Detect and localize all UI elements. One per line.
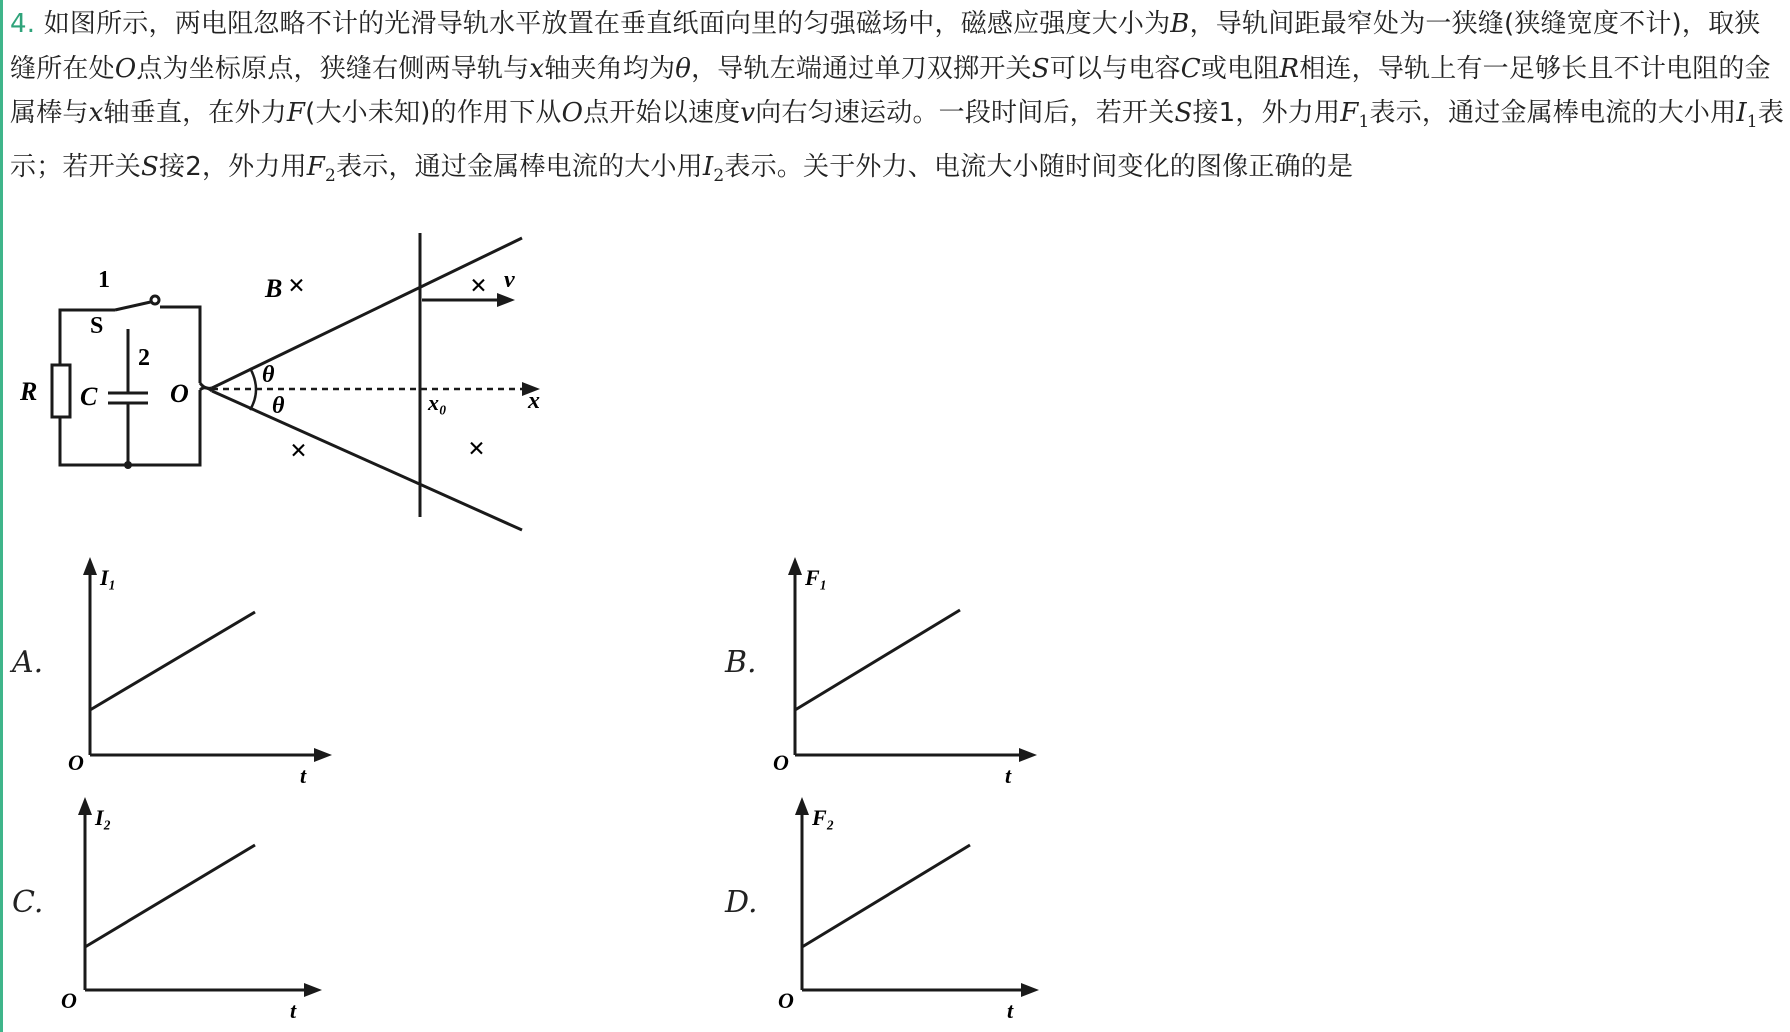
symbol-I2-sub: 2: [713, 165, 725, 186]
circuit-wire: [160, 307, 200, 383]
label-S: S: [90, 313, 104, 339]
question-number: 4.: [10, 9, 36, 39]
t-axis-arrowhead: [314, 748, 332, 762]
y-axis-arrowhead: [83, 557, 97, 575]
question-stem-part: 表示。关于外力、电流大小随时间变化的图像正确的是: [724, 151, 1354, 182]
question-stem-part: 轴垂直，在外力: [103, 98, 287, 128]
y-axis-arrowhead: [795, 797, 809, 815]
question-stem-part: 表示，通过金属棒电流的大小用: [336, 151, 703, 182]
question-stem-part: 点为坐标原点，狭缝右侧两导轨与: [136, 53, 530, 84]
label-theta-upper: θ: [262, 362, 275, 388]
symbol-x: x: [529, 53, 545, 84]
symbol-I2: [702, 151, 725, 186]
question-stem-part: 相连，导轨上有一足够长且不计电阻的金属棒与: [10, 53, 1771, 128]
circuit-diagram: [0, 225, 560, 545]
label-C: C: [80, 382, 98, 411]
question-stem-part: 点开始以速度: [583, 98, 741, 128]
option-c-letter[interactable]: C.: [12, 885, 44, 920]
y-axis-label: I₂: [95, 805, 112, 830]
t-axis-label: t: [1007, 998, 1014, 1023]
symbol-theta: θ: [675, 53, 692, 84]
field-cross: ×: [290, 434, 308, 467]
origin-label: O: [773, 750, 789, 775]
y-axis-arrowhead: [788, 557, 802, 575]
symbol-F1-sub: 1: [1358, 112, 1370, 132]
symbol-S: S: [141, 151, 160, 182]
label-x-axis: x: [528, 388, 540, 414]
label-origin-O: O: [170, 379, 189, 408]
question-stem-part: 向右匀速运动。一段时间后，若开关: [755, 98, 1175, 128]
capacitor-junction: [124, 461, 132, 469]
graph-line: [90, 612, 255, 710]
question-stem-part: 轴夹角均为: [544, 53, 676, 84]
origin-label: O: [778, 988, 794, 1013]
symbol-F2: [306, 151, 337, 186]
upper-rail: [212, 238, 522, 388]
option-c-graph[interactable]: [55, 795, 335, 1025]
symbol-F2-sub: 2: [325, 165, 337, 186]
symbol-F: F: [286, 98, 306, 128]
option-a-letter[interactable]: A.: [12, 645, 44, 680]
question-stem-part: 接1，外力用: [1192, 98, 1341, 128]
symbol-B: B: [1170, 9, 1190, 39]
question-stem-part: 表示；若开关: [10, 98, 1785, 182]
symbol-I2-base: I: [702, 151, 714, 182]
label-switch-1: 1: [98, 267, 110, 293]
option-a-graph[interactable]: [60, 555, 340, 785]
label-R: R: [20, 377, 38, 406]
option-b-graph[interactable]: [765, 555, 1045, 785]
question-stem-part: 或电阻: [1200, 53, 1280, 84]
symbol-I1-base: I: [1736, 98, 1747, 128]
t-axis-label: t: [290, 998, 297, 1023]
field-cross: ×: [470, 269, 488, 302]
field-cross: ×: [288, 269, 306, 302]
velocity-arrowhead: [497, 293, 515, 307]
symbol-F1: [1340, 98, 1370, 132]
y-axis-arrowhead: [78, 797, 92, 815]
y-axis-label: F₂: [812, 805, 835, 830]
label-switch-2: 2: [138, 345, 150, 371]
origin-label: O: [61, 988, 77, 1013]
question-stem-part: 可以与电容: [1049, 53, 1181, 84]
label-B: B: [265, 274, 283, 303]
option-d-graph[interactable]: [772, 795, 1052, 1025]
symbol-O: O: [561, 98, 584, 128]
symbol-O: O: [114, 53, 137, 84]
t-axis-arrowhead: [1019, 748, 1037, 762]
label-v: v: [504, 267, 515, 293]
question-stem-part: 表示，通过金属棒电流的大小用: [1369, 98, 1737, 128]
field-cross: ×: [468, 432, 486, 465]
symbol-S: S: [1174, 98, 1193, 128]
t-axis-arrowhead: [1021, 983, 1039, 997]
t-axis-label: t: [1005, 763, 1012, 785]
option-b-letter[interactable]: B.: [725, 645, 757, 680]
question-stem-part: 如图所示，两电阻忽略不计的光滑导轨水平放置在垂直纸面向里的匀强磁场中，磁感应强度大小为: [43, 9, 1171, 39]
origin-label: O: [68, 750, 84, 775]
question-stem-part: 接2，外力用: [159, 151, 307, 182]
question-stem-part: ，导轨间距最窄处为一狭缝(狭缝宽度不计)，取狭缝所在处: [10, 9, 1761, 84]
question-stem-part: (大小未知)的作用下从: [305, 98, 562, 128]
switch-contact-1: [151, 296, 159, 304]
graph-line: [795, 610, 960, 710]
symbol-C: C: [1180, 53, 1201, 84]
question-stem-part: ，导轨左端通过单刀双掷开关: [691, 53, 1032, 84]
symbol-F2-base: F: [306, 151, 326, 182]
rail-gap-wire: [200, 388, 212, 391]
symbol-x: x: [88, 98, 104, 128]
question-text: [10, 2, 1785, 198]
label-x0: x₀: [428, 390, 447, 415]
t-axis-arrowhead: [304, 983, 322, 997]
label-theta-lower: θ: [272, 393, 285, 419]
symbol-I1-sub: 1: [1746, 112, 1758, 132]
y-axis-label: F₁: [805, 565, 828, 590]
option-d-letter[interactable]: D.: [725, 885, 758, 920]
t-axis-label: t: [300, 763, 307, 785]
symbol-S: S: [1031, 53, 1050, 84]
symbol-v: v: [740, 98, 756, 128]
symbol-R: R: [1279, 53, 1300, 84]
resistor: [52, 365, 70, 417]
symbol-F1-base: F: [1340, 98, 1359, 128]
graph-line: [802, 845, 970, 947]
y-axis-label: I₁: [100, 565, 117, 590]
graph-line: [85, 845, 255, 947]
symbol-I1: [1736, 98, 1758, 132]
switch-blade: [115, 301, 155, 310]
